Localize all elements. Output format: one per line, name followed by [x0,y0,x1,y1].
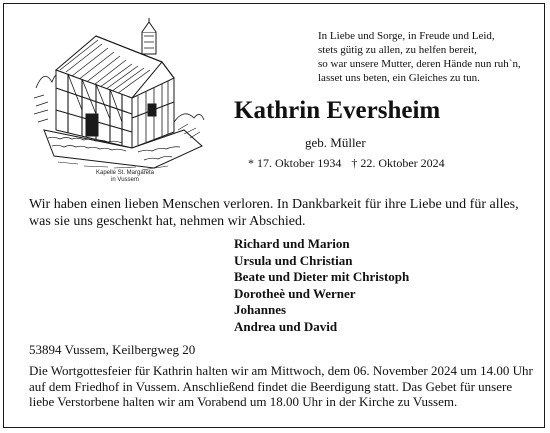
notice-frame [3,3,545,428]
family-list [234,236,409,336]
deceased-name: Kathrin Eversheim [234,97,441,124]
death-date: † 22. Oktober 2024 [351,156,445,170]
caption-line-2: in Vussem [111,177,139,183]
birth-date: * 17. Oktober 1934 [248,156,342,170]
maiden-name: geb. Müller [305,135,366,150]
family-member: Beate und Dieter mit Christoph [234,269,410,285]
family-member: Dorotheè und Werner [234,285,356,301]
poem-line: In Liebe und Sorge, in Freude und Leid, [318,30,495,42]
caption-line-1: Kapelle St. Margareta [95,170,155,176]
poem-line: stets gütig zu allen, zu helfen bereit, [318,44,477,56]
address: 53894 Vussem, Keilbergweg 20 [29,342,196,357]
poem-line: lasset uns beten, ein Gleiches zu tun. [318,72,480,84]
family-member: Andrea und David [234,318,338,334]
family-member: Richard und Marion [234,236,350,251]
intro-text: Wir haben einen lieben Menschen verloren. In Dankbarkeit für ihre Liebe und für alles, was sie uns geschenkt hat, nehmen wir Abschied. [29,197,519,229]
illustration-caption [66,170,184,184]
service-text: Die Wortgottesfeier für Kathrin halten wir am Mittwoch, dem 06. November 2024 um 14.00 Uhr auf dem Friedhof in Vussem. Anschließend findet die Beerdigung statt. Das Gebet für unsere liebe Verstorbene halten wir am Vorabend um 18.00 Uhr in der Kirche zu Vussem. [29,363,533,409]
family-member: Johannes [234,302,287,318]
family-member: Ursula und Christian [234,252,353,268]
poem-line: so war unsere Mutter, deren Hände nun ruh`n, [318,58,521,70]
life-dates [248,156,445,171]
poem [318,29,548,85]
